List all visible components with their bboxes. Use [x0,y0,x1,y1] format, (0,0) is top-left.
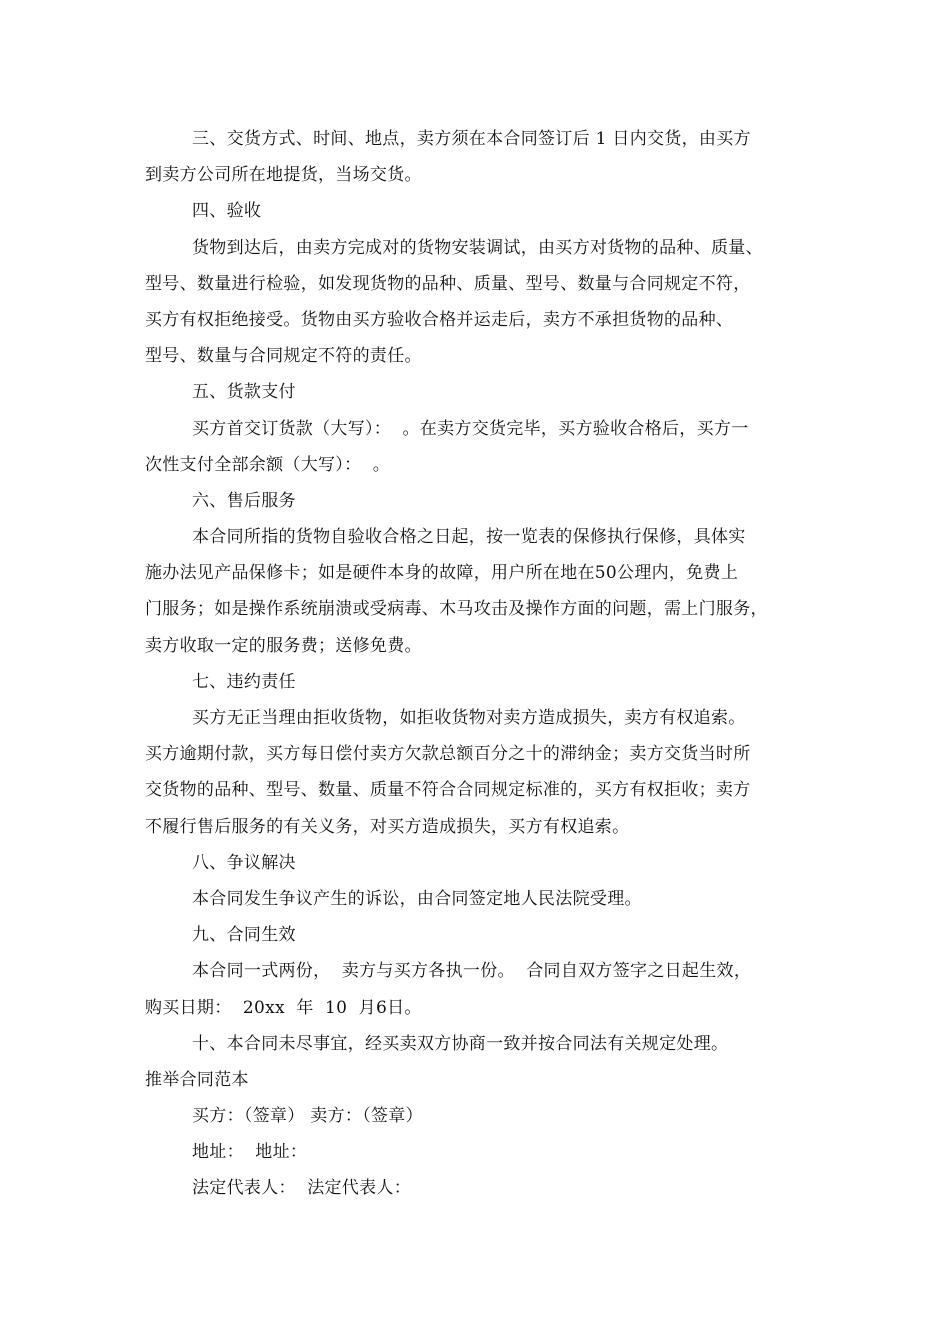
clause-6-line-4: 卖方收取一定的服务费；送修免费。 [145,635,422,656]
clause-7-heading: 七、违约责任 [192,671,296,692]
clause-4-heading: 四、验收 [192,201,262,222]
clause-3-line-1: 三、交货方式、时间、地点，卖方须在本合同签订后 1 日内交货，由买方 [192,129,751,149]
clause-5-line-1: 买方首交订货款（大写）： 。在卖方交货完毕，买方验收合格后，买方一 [192,418,749,439]
clause-7-line-2: 买方逾期付款，买方每日偿付卖方欠款总额百分之十的滞纳金；卖方交货当时所 [145,744,751,765]
clause-6-line-2: 施办法见产品保修卡；如是硬件本身的故障，用户所在地在50公理内，免费上 [145,563,739,584]
purchase-date-line: 购买日期： 20xx 年 10 月6日。 [145,997,422,1018]
clause-3-line-2: 到卖方公司所在地提货，当场交货。 [145,165,422,186]
clause-6-heading: 六、售后服务 [192,490,296,511]
clause-4-line-2: 型号、数量进行检验，如发现货物的品种、质量、型号、数量与合同规定不符， [145,273,751,294]
clause-8-line-1: 本合同发生争议产生的诉讼，由合同签定地人民法院受理。 [192,888,642,909]
recommended-template-title: 推举合同范本 [145,1069,249,1090]
clause-7-line-4: 不履行售后服务的有关义务，对买方造成损失，买方有权追索。 [145,816,630,837]
clause-6-line-1: 本合同所指的货物自验收合格之日起，按一览表的保修执行保修，具体实 [192,527,746,548]
clause-8-heading: 八、争议解决 [192,852,296,873]
clause-5-heading: 五、货款支付 [192,382,296,403]
contract-text [145,121,825,1207]
clause-4-line-1: 货物到达后，由卖方完成对的货物安装调试，由买方对货物的品种、质量、 [192,237,763,258]
clause-4-line-3: 买方有权拒绝接受。货物由买方验收合格并运走后，卖方不承担货物的品种、 [145,309,734,330]
clause-7-line-3: 交货物的品种、型号、数量、质量不符合合同规定标准的，买方有权拒收；卖方 [145,780,751,801]
clause-5-line-2: 次性支付全部余额（大写）： 。 [145,454,391,475]
signature-parties-line: 买方：（签章） 卖方：（签章） [192,1106,423,1127]
clause-9-heading: 九、合同生效 [192,925,296,946]
clause-4-line-4: 型号、数量与合同规定不符的责任。 [145,346,422,367]
clause-10-line: 十、本合同未尽事宜，经买卖双方协商一致并按合同法有关规定处理。 [192,1033,729,1054]
clause-6-line-3: 门服务；如是操作系统崩溃或受病毒、木马攻击及操作方面的问题，需上门服务， [145,599,768,620]
clause-7-line-1: 买方无正当理由拒收货物，如拒收货物对卖方造成损失，卖方有权追索。 [192,708,746,728]
address-line: 地址： 地址： [192,1142,308,1163]
legal-representative-line: 法定代表人： 法定代表人： [192,1178,412,1199]
clause-9-line-1: 本合同一式两份， 卖方与买方各执一份。 合同自双方签字之日起生效， [192,961,752,982]
